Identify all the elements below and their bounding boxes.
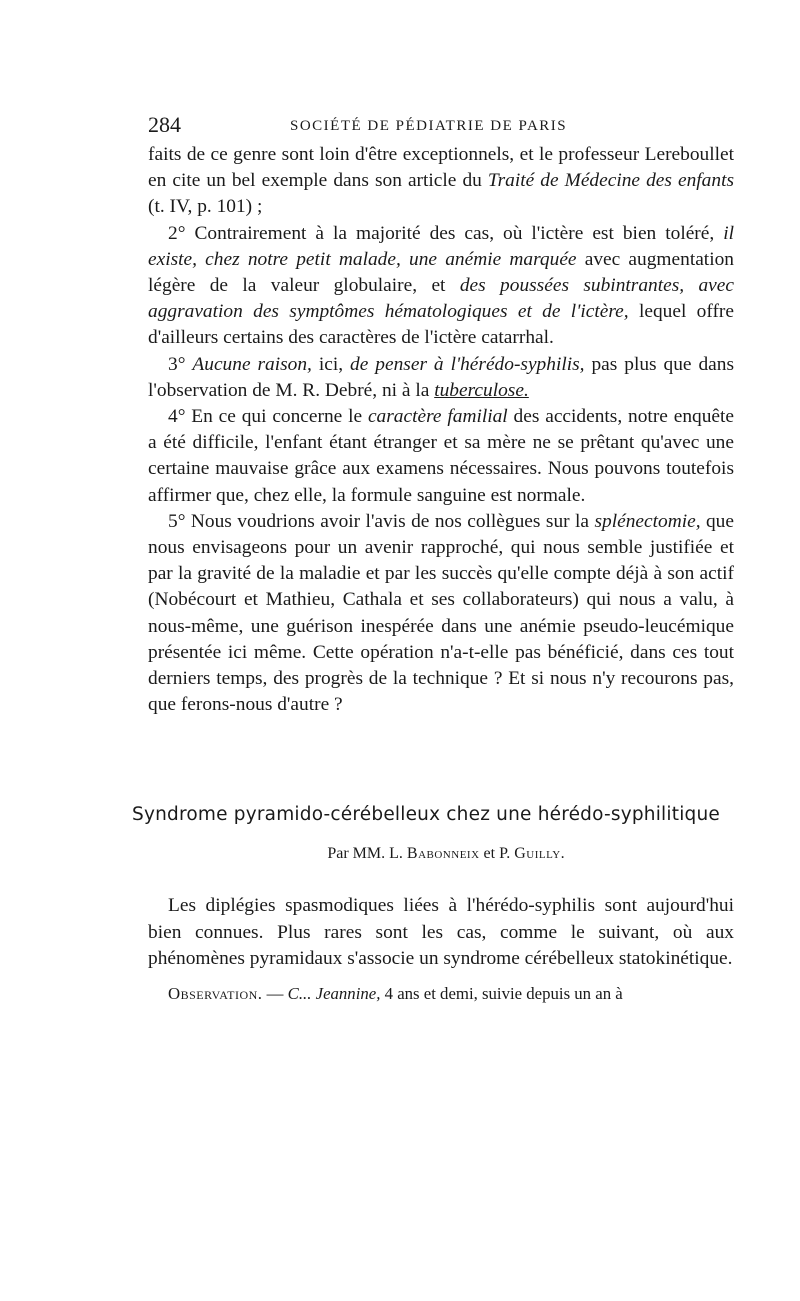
observation-label: Observation. <box>168 984 263 1004</box>
authors-mid: et P. <box>479 845 515 863</box>
paragraph-3-text: ici, <box>311 353 351 375</box>
abstract <box>148 893 734 972</box>
paragraph-2-text: 2° Contrairement à la majorité des cas, où l'ictère est bien toléré, <box>168 222 724 244</box>
observation-dash: — <box>262 984 288 1004</box>
paragraph-5-text: 5° Nous voudrions avoir l'avis de nos collègues sur la <box>168 510 595 532</box>
authors-line <box>158 845 734 863</box>
author-babonneix: Babonneix <box>406 845 480 863</box>
paragraph-3-italic-3: tuberculose. <box>434 379 529 401</box>
observation-line <box>148 982 734 1006</box>
page-header <box>148 108 734 142</box>
paragraph-1-italic: Traité de Médecine des enfants <box>487 170 734 192</box>
paragraph-2-end: lequel offre d'ailleurs certains des caractères de l'ictère catarrhal. <box>148 301 734 349</box>
paragraph-2-italic-1: il existe, chez notre petit malade, une anémie marquée <box>148 222 734 270</box>
paragraph-3-italic-2: de penser à l'hérédo-syphilis, <box>350 353 585 375</box>
paragraph-4-italic: caractère familial <box>367 406 508 428</box>
paragraph-1-end: (t. IV, p. 101) ; <box>148 196 263 218</box>
author-guilly: Guilly <box>514 845 561 863</box>
paragraph-5 <box>148 509 734 719</box>
paragraph-3-italic-1: Aucune raison, <box>192 353 312 375</box>
paragraph-4-text: 4° En ce qui concerne le <box>168 406 368 428</box>
section-title: Syndrome pyramido-cérébelleux chez une hérédo-syphilitique <box>132 804 720 826</box>
paragraph-4-end: des accidents, notre enquête a été difficile, l'enfant étant étranger et sa mère ne se prêtant qu'avec une certaine mauvaise grâce aux examens nécessaires. Nous pouvons toutefois affirmer que, chez elle, la formule sanguine est normale. <box>148 406 735 506</box>
paragraph-4 <box>148 404 734 509</box>
paragraph-2 <box>148 221 734 352</box>
paragraph-2-italic-2: des poussées subintrantes, avec aggravation des symptômes hématologiques et de l'ictère, <box>148 275 734 323</box>
paragraph-5-italic: splénectomie, <box>594 510 701 532</box>
paragraph-3-text-2: pas plus que dans l'observation de M. R. Debré, ni à la <box>148 353 735 401</box>
abstract-paragraph: Les diplégies spasmodiques liées à l'hérédo-syphilis sont aujourd'hui bien connues. Plus rares sont les cas, comme le suivant, où aux phénomènes pyramidaux s'associe un syndrome cérébelleux statokinétique. <box>148 895 734 969</box>
paragraph-3 <box>148 352 734 404</box>
authors-suffix: . <box>560 845 565 863</box>
observation-name: C... Jeannine, <box>287 984 381 1004</box>
body-text <box>148 142 734 718</box>
authors-prefix: Par MM. L. <box>327 845 407 863</box>
paragraph-5-end: que nous envisageons pour un avenir rapproché, qui nous semble justifiée et par la gravité de la maladie et par les succès qu'elle compte déjà à son actif (Nobécourt et Mathieu, Cathala et ses collaborateurs) qui nous a valu, à nous-même, une guérison inespérée dans une anémie pseudo-leucémique présentée ici même. Cette opération n'a-t-elle pas bénéficié, dans ces tout derniers temps, des progrès de la technique ? Et si nous n'y recourons pas, que ferons-nous d'autre ? <box>148 510 734 716</box>
running-head: SOCIÉTÉ DE PÉDIATRIE DE PARIS <box>290 118 568 134</box>
paragraph-2-text-2: avec augmentation légère de la valeur globulaire, et <box>148 248 734 297</box>
observation-text: 4 ans et demi, suivie depuis un an à <box>380 984 623 1004</box>
paragraph-1-text: faits de ce genre sont loin d'être exceptionnels, et le professeur Lereboullet en cite un bel exemple dans son article du <box>148 144 734 192</box>
paragraph-1 <box>148 142 734 221</box>
page-content <box>132 108 735 1006</box>
page-number: 284 <box>148 112 181 137</box>
paragraph-3-number: 3° <box>168 353 193 375</box>
